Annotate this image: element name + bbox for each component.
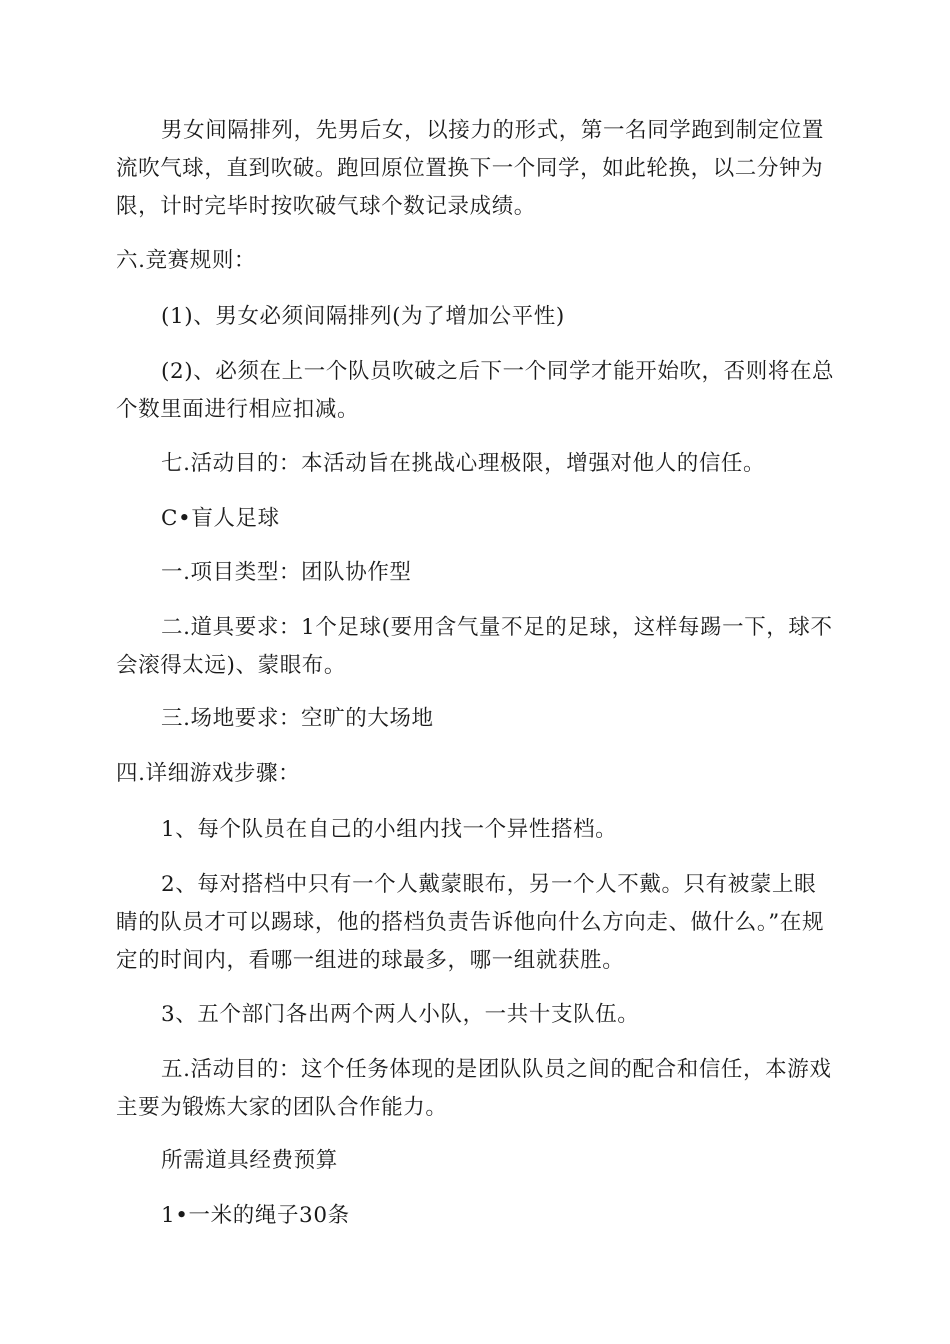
step-item-3: 3、五个部门各出两个两人小队，一共十支队伍。: [161, 1002, 640, 1027]
heading-competition-rules: 六.竞赛规则：: [116, 248, 257, 273]
rule-item-1: (1)、男女必须间隔排列(为了增加公平性): [161, 304, 565, 329]
heading-blind-football: C•盲人足球: [161, 506, 280, 531]
paragraph-venue-requirements: 三.场地要求：空旷的大场地: [161, 706, 434, 731]
paragraph-equipment-requirements: 二.道具要求：1个足球(要用含气量不足的足球，这样每踢一下，球不会滚得太远)、蒙眼布。: [116, 615, 833, 678]
paragraph-balloon-relay-description: 男女间隔排列，先男后女，以接力的形式，第一名同学跑到制定位置流吹气球，直到吹破。跑回原位置换下一个同学，如此轮换，以二分钟为限，计时完毕时按吹破气球个数记录成绩。: [116, 118, 825, 219]
paragraph-activity-purpose-5: 五.活动目的：这个任务体现的是团队队员之间的配合和信任，本游戏主要为锻炼大家的团队合作能力。: [116, 1057, 832, 1120]
step-item-2: 2、每对搭档中只有一个人戴蒙眼布，另一个人不戴。只有被蒙上眼睛的队员才可以踢球，他的搭档负责告诉他向什么方向走、做什么。”在规定的时间内，看哪一组进的球最多，哪一组就获胜。: [116, 872, 825, 973]
budget-item-1: 1•一米的绳子30条: [161, 1203, 350, 1228]
paragraph-project-type: 一.项目类型：团队协作型: [161, 560, 412, 585]
heading-props-budget: 所需道具经费预算: [161, 1148, 338, 1173]
heading-game-steps: 四.详细游戏步骤：: [116, 761, 301, 786]
step-item-1: 1、每个队员在自己的小组内找一个异性搭档。: [161, 817, 618, 842]
paragraph-activity-purpose-7: 七.活动目的：本活动旨在挑战心理极限，增强对他人的信任。: [161, 451, 766, 476]
rule-item-2: (2)、必须在上一个队员吹破之后下一个同学才能开始吹，否则将在总个数里面进行相应扣减。: [116, 359, 835, 422]
